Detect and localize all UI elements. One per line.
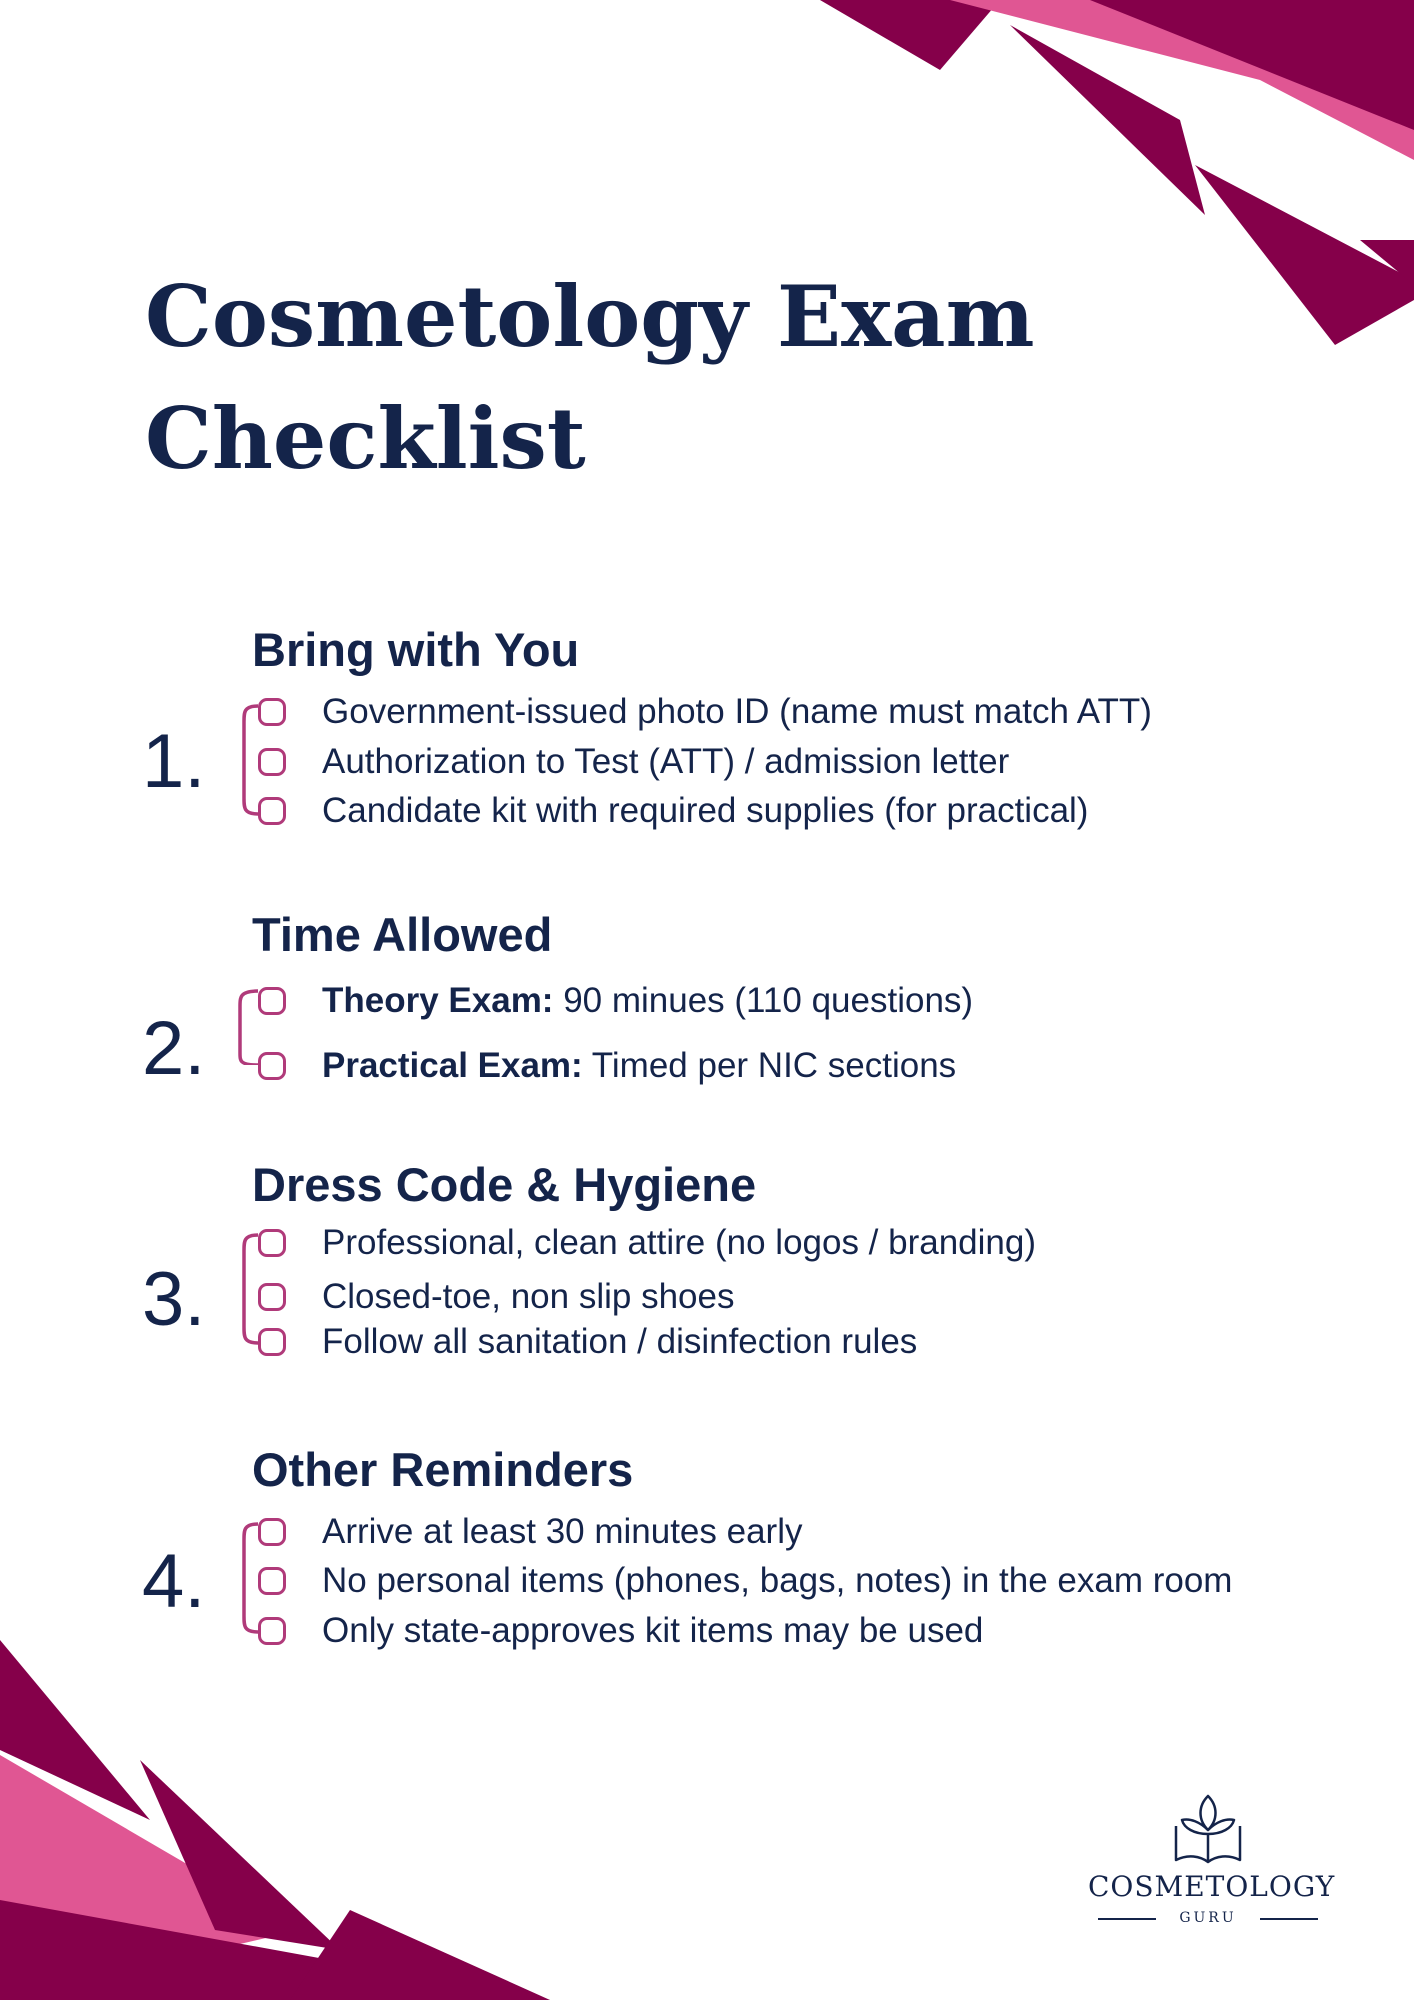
checkbox[interactable] (258, 1328, 286, 1356)
section-heading: Dress Code & Hygiene (252, 1158, 757, 1211)
checklist-item-text: Arrive at least 30 minutes early (322, 1512, 803, 1551)
section-heading: Other Reminders (252, 1443, 634, 1496)
bracket-icon (230, 905, 260, 1065)
section-heading: Time Allowed (252, 908, 553, 961)
bracket-icon (230, 1155, 260, 1375)
section-number: 2. (142, 1006, 206, 1091)
checklist-item-text (322, 1044, 956, 1088)
page-title-line-2: Checklist (145, 389, 586, 488)
checklist-item-detail: Timed per NIC sections (582, 1046, 957, 1085)
checkbox[interactable] (258, 1567, 286, 1595)
logo-divider-right (1260, 1918, 1318, 1920)
page-title (145, 256, 1034, 500)
brand-logo (1088, 1790, 1336, 1930)
section-heading: Bring with You (252, 623, 580, 676)
lotus-book-icon (1170, 1790, 1246, 1866)
checkbox[interactable] (258, 1229, 286, 1257)
checklist-item-text: Only state-approves kit items may be used (322, 1611, 984, 1650)
logo-subtitle: GURU (1179, 1910, 1237, 1926)
checklist-item-text: Candidate kit with required supplies (for practical) (322, 791, 1089, 830)
checkbox[interactable] (258, 1052, 286, 1080)
page-title-line-1: Cosmetology Exam (145, 267, 1035, 366)
section-number: 3. (142, 1257, 206, 1342)
bracket-icon (230, 1440, 260, 1660)
checkbox[interactable] (258, 1617, 286, 1645)
checklist-item-text (322, 979, 973, 1023)
checklist-item-label: Practical Exam: (322, 1046, 583, 1085)
checklist-item-label: Theory Exam: (322, 981, 554, 1020)
checklist-item-text: Authorization to Test (ATT) / admission letter (322, 742, 1010, 781)
checklist-item-detail: 90 minues (110 questions) (553, 981, 974, 1020)
checkbox[interactable] (258, 987, 286, 1015)
checklist-item-text: Closed-toe, non slip shoes (322, 1277, 735, 1316)
checklist-item-text: No personal items (phones, bags, notes) in the exam room (322, 1561, 1233, 1600)
checklist-item-text: Professional, clean attire (no logos / branding) (322, 1223, 1037, 1262)
checkbox[interactable] (258, 797, 286, 825)
logo-wordmark: COSMETOLOGY (1088, 1870, 1336, 1903)
checkbox[interactable] (258, 1283, 286, 1311)
section-number: 1. (142, 719, 206, 804)
section-number: 4. (142, 1539, 206, 1624)
checkbox[interactable] (258, 1518, 286, 1546)
checklist-item-text: Follow all sanitation / disinfection rules (322, 1322, 918, 1361)
checkbox[interactable] (258, 698, 286, 726)
checkbox[interactable] (258, 748, 286, 776)
bracket-icon (230, 620, 260, 840)
checklist-item-text: Government-issued photo ID (name must match ATT) (322, 692, 1152, 731)
